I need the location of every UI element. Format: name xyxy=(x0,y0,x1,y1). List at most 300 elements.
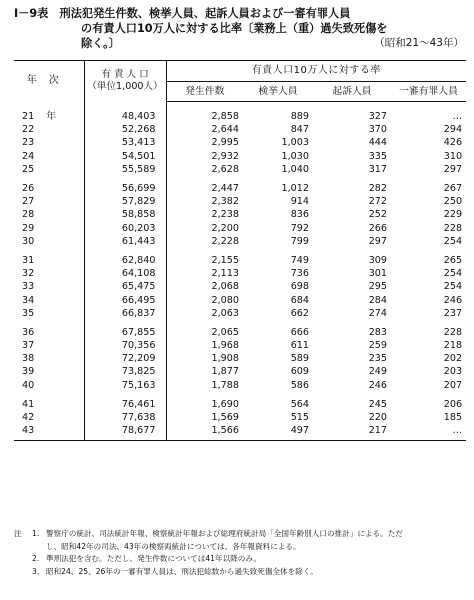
population-cell-value: 78,677 xyxy=(121,425,156,437)
occurrences-cell-value: 2,113 xyxy=(211,268,239,280)
population-cell xyxy=(84,208,166,221)
population-cell-value: 60,203 xyxy=(121,222,156,234)
year-cell-value: 25 xyxy=(22,163,35,175)
occurrences-cell-value: 2,858 xyxy=(211,111,239,123)
arrests-cell xyxy=(243,102,313,124)
prosecutions-cell xyxy=(313,339,391,352)
occurrences-cell xyxy=(166,365,243,378)
population-cell xyxy=(84,379,166,392)
convictions-cell xyxy=(391,280,466,293)
arrests-cell-value: 836 xyxy=(290,209,309,221)
table-row xyxy=(14,379,466,392)
population-cell-value: 58,858 xyxy=(121,209,156,221)
occurrences-cell-value: 2,063 xyxy=(211,307,239,319)
year-cell xyxy=(14,123,84,136)
title-line-1: Ⅰ－9表 刑法犯発生件数、検挙人員、起訴人員および一審有罪人員 xyxy=(14,7,351,20)
table-row xyxy=(14,424,466,441)
prosecutions-cell xyxy=(313,222,391,235)
notes-label: 注 xyxy=(14,529,22,538)
table-row xyxy=(14,176,466,195)
population-cell-value: 66,495 xyxy=(121,294,156,306)
note-text: 準刑法犯を含む。ただし、発生件数については41年以降のみ。 xyxy=(46,554,261,563)
arrests-cell-value: 749 xyxy=(290,254,309,266)
statistics-table xyxy=(14,60,466,441)
population-cell-value: 61,443 xyxy=(121,235,156,247)
convictions-cell-value: 185 xyxy=(443,412,463,424)
prosecutions-cell-value: 370 xyxy=(368,124,387,136)
convictions-cell-value: 203 xyxy=(443,366,463,378)
occurrences-cell-value: 1,877 xyxy=(211,366,239,378)
occurrences-cell xyxy=(166,176,243,195)
arrests-cell xyxy=(243,235,313,248)
occurrences-cell xyxy=(166,150,243,163)
arrests-cell-value: 564 xyxy=(290,398,309,410)
table-row xyxy=(14,248,466,267)
occurrences-cell-value: 2,628 xyxy=(211,163,239,175)
occurrences-cell xyxy=(166,208,243,221)
prosecutions-cell-value: 266 xyxy=(368,222,387,234)
convictions-cell xyxy=(391,267,466,280)
prosecutions-cell xyxy=(313,123,391,136)
header-prosecutions: 起訴人員 xyxy=(313,82,391,102)
population-cell xyxy=(84,176,166,195)
prosecutions-cell xyxy=(313,102,391,124)
table-row xyxy=(14,280,466,293)
note-text: 警察庁の統計、司法統計年報、検察統計年報および総理府統計局「全国年齢別人口の推計」による。ただ xyxy=(46,529,403,538)
population-cell xyxy=(84,235,166,248)
convictions-cell-value: 237 xyxy=(443,307,463,319)
population-cell xyxy=(84,195,166,208)
year-cell xyxy=(14,379,84,392)
year-cell xyxy=(14,195,84,208)
prosecutions-cell-value: 301 xyxy=(368,268,387,280)
convictions-cell xyxy=(391,235,466,248)
arrests-cell-value: 799 xyxy=(290,235,309,247)
year-cell xyxy=(14,424,84,441)
table-row xyxy=(14,195,466,208)
year-cell xyxy=(14,293,84,306)
year-cell xyxy=(14,208,84,221)
arrests-cell xyxy=(243,150,313,163)
occurrences-cell-value: 1,788 xyxy=(211,379,239,391)
convictions-cell xyxy=(391,248,466,267)
arrests-cell xyxy=(243,222,313,235)
occurrences-cell xyxy=(166,307,243,320)
population-cell xyxy=(84,365,166,378)
occurrences-cell xyxy=(166,235,243,248)
convictions-cell xyxy=(391,222,466,235)
occurrences-cell-value: 1,908 xyxy=(211,353,239,365)
population-cell-value: 48,403 xyxy=(121,110,156,122)
convictions-cell-value: 206 xyxy=(443,398,463,410)
population-cell xyxy=(84,222,166,235)
occurrences-cell-value: 1,569 xyxy=(211,412,239,424)
note-text: し、昭和42年の司法、43年の検察両統計については、各年報資料による。 xyxy=(46,541,301,551)
population-cell-value: 57,829 xyxy=(121,196,156,208)
population-cell xyxy=(84,150,166,163)
table-title xyxy=(14,6,466,51)
year-cell xyxy=(14,150,84,163)
year-cell xyxy=(14,411,84,424)
convictions-cell-value: 207 xyxy=(443,379,463,391)
population-cell-value: 70,356 xyxy=(121,340,156,352)
occurrences-cell-value: 2,238 xyxy=(211,209,239,221)
table-row xyxy=(14,307,466,320)
convictions-cell-value: 218 xyxy=(443,340,463,352)
header-convictions: 一審有罪人員 xyxy=(391,82,466,102)
table-row xyxy=(14,163,466,176)
arrests-cell xyxy=(243,339,313,352)
year-cell xyxy=(14,102,84,124)
note-number: 1. xyxy=(32,529,40,538)
population-cell xyxy=(84,280,166,293)
prosecutions-cell-value: 444 xyxy=(368,137,387,149)
convictions-cell-value: 254 xyxy=(443,268,463,280)
year-cell-value: 43 xyxy=(22,425,35,437)
population-cell-value: 55,589 xyxy=(121,163,156,175)
table-row xyxy=(14,392,466,411)
year-cell xyxy=(14,339,84,352)
table-row xyxy=(14,293,466,306)
prosecutions-cell xyxy=(313,293,391,306)
table-row xyxy=(14,102,466,124)
year-cell-value: 36 xyxy=(22,326,35,338)
year-cell-value: 29 xyxy=(22,222,35,234)
population-cell xyxy=(84,163,166,176)
occurrences-cell xyxy=(166,379,243,392)
table-row xyxy=(14,352,466,365)
occurrences-cell-value: 2,080 xyxy=(211,294,239,306)
prosecutions-cell xyxy=(313,195,391,208)
population-cell-value: 53,413 xyxy=(121,137,156,149)
occurrences-cell xyxy=(166,280,243,293)
convictions-cell xyxy=(391,379,466,392)
arrests-cell-value: 914 xyxy=(290,196,309,208)
occurrences-cell xyxy=(166,392,243,411)
convictions-cell xyxy=(391,352,466,365)
occurrences-cell xyxy=(166,248,243,267)
arrests-cell-value: 1,030 xyxy=(281,150,309,162)
year-cell-value: 42 xyxy=(22,412,35,424)
convictions-cell xyxy=(391,163,466,176)
convictions-cell-value: 246 xyxy=(443,294,463,306)
arrests-cell xyxy=(243,424,313,441)
convictions-cell-value: 310 xyxy=(443,150,463,162)
convictions-cell xyxy=(391,411,466,424)
convictions-cell xyxy=(391,102,466,124)
convictions-cell-value: 228 xyxy=(443,222,463,234)
arrests-cell xyxy=(243,123,313,136)
population-cell-value: 62,840 xyxy=(121,254,156,266)
prosecutions-cell xyxy=(313,411,391,424)
table-row xyxy=(14,267,466,280)
year-cell-value: 27 xyxy=(22,196,35,208)
prosecutions-cell-value: 284 xyxy=(368,294,387,306)
table-row xyxy=(14,411,466,424)
arrests-cell-value: 792 xyxy=(290,222,309,234)
year-cell-value: 34 xyxy=(22,294,35,306)
header-population-unit: （単位1,000人） xyxy=(87,81,163,93)
table-row xyxy=(14,339,466,352)
arrests-cell-value: 515 xyxy=(290,412,309,424)
year-cell-value: 41 xyxy=(22,398,35,410)
table-row xyxy=(14,320,466,339)
arrests-cell-value: 1,012 xyxy=(281,183,309,195)
occurrences-cell xyxy=(166,411,243,424)
year-cell-value: 32 xyxy=(22,268,35,280)
convictions-cell xyxy=(391,136,466,149)
population-cell-value: 64,108 xyxy=(121,268,156,280)
arrests-cell-value: 589 xyxy=(290,353,309,365)
convictions-cell xyxy=(391,208,466,221)
population-cell-value: 54,501 xyxy=(121,150,156,162)
arrests-cell xyxy=(243,307,313,320)
table-row xyxy=(14,208,466,221)
year-cell-value: 40 xyxy=(22,379,35,391)
convictions-cell-value: 254 xyxy=(443,235,463,247)
occurrences-cell-value: 2,644 xyxy=(211,124,239,136)
prosecutions-cell-value: 217 xyxy=(368,425,387,437)
convictions-cell-value: 265 xyxy=(443,254,463,266)
arrests-cell xyxy=(243,280,313,293)
prosecutions-cell-value: 295 xyxy=(368,281,387,293)
population-cell-value: 56,699 xyxy=(121,183,156,195)
prosecutions-cell-value: 297 xyxy=(368,235,387,247)
notes xyxy=(14,528,466,578)
prosecutions-cell-value: 335 xyxy=(368,150,387,162)
prosecutions-cell xyxy=(313,235,391,248)
header-population-label: 有 責 人 口 xyxy=(101,69,149,81)
occurrences-cell-value: 2,228 xyxy=(211,235,239,247)
header-year: 年次 xyxy=(14,61,84,102)
prosecutions-cell xyxy=(313,176,391,195)
arrests-cell xyxy=(243,267,313,280)
prosecutions-cell-value: 246 xyxy=(368,379,387,391)
year-cell-value: 39 xyxy=(22,366,35,378)
prosecutions-cell-value: 249 xyxy=(368,366,387,378)
year-cell-value: 31 xyxy=(22,254,35,266)
prosecutions-cell xyxy=(313,267,391,280)
arrests-cell-value: 736 xyxy=(290,268,309,280)
population-cell xyxy=(84,392,166,411)
occurrences-cell-value: 1,690 xyxy=(211,398,239,410)
prosecutions-cell-value: 259 xyxy=(368,340,387,352)
note-text: 昭和24、25、26年の一審有罪人員は、刑法犯総数から過失致死傷全体を除く。 xyxy=(46,566,318,576)
population-cell xyxy=(84,267,166,280)
convictions-cell-value: 267 xyxy=(443,183,463,195)
year-cell xyxy=(14,163,84,176)
arrests-cell xyxy=(243,365,313,378)
prosecutions-cell xyxy=(313,136,391,149)
occurrences-cell-value: 2,065 xyxy=(211,326,239,338)
prosecutions-cell-value: 317 xyxy=(368,163,387,175)
occurrences-cell xyxy=(166,293,243,306)
population-cell xyxy=(84,102,166,124)
population-cell xyxy=(84,136,166,149)
population-cell-value: 75,163 xyxy=(121,379,156,391)
population-cell xyxy=(84,307,166,320)
population-cell xyxy=(84,352,166,365)
occurrences-cell xyxy=(166,424,243,441)
arrests-cell-value: 609 xyxy=(290,366,309,378)
title-line-3: 除く。〕 xyxy=(81,37,120,50)
year-cell xyxy=(14,320,84,339)
arrests-cell-value: 684 xyxy=(290,294,309,306)
occurrences-cell-value: 1,968 xyxy=(211,340,239,352)
arrests-cell xyxy=(243,208,313,221)
population-cell-value: 65,475 xyxy=(121,281,156,293)
convictions-cell-value: 250 xyxy=(443,196,463,208)
year-cell xyxy=(14,136,84,149)
prosecutions-cell xyxy=(313,320,391,339)
header-rate-group: 有責人口10万人に対する率 xyxy=(166,61,466,82)
prosecutions-cell-value: 252 xyxy=(368,209,387,221)
prosecutions-cell xyxy=(313,392,391,411)
occurrences-cell-value: 2,068 xyxy=(211,281,239,293)
prosecutions-cell xyxy=(313,150,391,163)
year-cell-value: 22 xyxy=(22,124,35,136)
convictions-cell xyxy=(391,123,466,136)
prosecutions-cell-value: 235 xyxy=(368,353,387,365)
note-item xyxy=(14,528,466,541)
arrests-cell xyxy=(243,352,313,365)
year-cell-value: 33 xyxy=(22,281,35,293)
arrests-cell xyxy=(243,379,313,392)
table-row xyxy=(14,123,466,136)
convictions-cell-value: … xyxy=(452,111,463,123)
arrests-cell-value: 847 xyxy=(290,124,309,136)
population-cell-value: 67,855 xyxy=(121,326,156,338)
population-cell xyxy=(84,411,166,424)
note-item xyxy=(14,541,466,554)
convictions-cell xyxy=(391,320,466,339)
arrests-cell-value: 889 xyxy=(290,111,309,123)
convictions-cell xyxy=(391,339,466,352)
arrests-cell-value: 586 xyxy=(290,379,309,391)
year-cell-value: 37 xyxy=(22,340,35,352)
convictions-cell xyxy=(391,150,466,163)
convictions-cell-value: … xyxy=(452,425,463,437)
prosecutions-cell xyxy=(313,248,391,267)
occurrences-cell xyxy=(166,222,243,235)
occurrences-cell xyxy=(166,102,243,124)
year-cell-value: 21 xyxy=(22,110,35,122)
arrests-cell xyxy=(243,392,313,411)
prosecutions-cell xyxy=(313,208,391,221)
convictions-cell xyxy=(391,424,466,441)
arrests-cell-value: 666 xyxy=(290,326,309,338)
year-cell-value: 30 xyxy=(22,235,35,247)
table-row xyxy=(14,365,466,378)
population-cell xyxy=(84,339,166,352)
convictions-cell-value: 229 xyxy=(443,209,463,221)
year-cell-value: 28 xyxy=(22,209,35,221)
occurrences-cell xyxy=(166,163,243,176)
year-cell xyxy=(14,392,84,411)
year-cell xyxy=(14,176,84,195)
arrests-cell-value: 698 xyxy=(290,281,309,293)
occurrences-cell xyxy=(166,136,243,149)
convictions-cell xyxy=(391,293,466,306)
population-cell-value: 52,268 xyxy=(121,124,156,136)
year-cell xyxy=(14,222,84,235)
table-row xyxy=(14,136,466,149)
year-cell xyxy=(14,307,84,320)
year-cell-value: 38 xyxy=(22,353,35,365)
arrests-cell xyxy=(243,136,313,149)
population-cell xyxy=(84,123,166,136)
occurrences-cell xyxy=(166,320,243,339)
header-population xyxy=(84,61,166,102)
convictions-cell-value: 294 xyxy=(443,124,463,136)
prosecutions-cell xyxy=(313,424,391,441)
population-cell xyxy=(84,293,166,306)
convictions-cell-value: 202 xyxy=(443,353,463,365)
prosecutions-cell-value: 245 xyxy=(368,398,387,410)
arrests-cell xyxy=(243,293,313,306)
convictions-cell xyxy=(391,195,466,208)
population-cell xyxy=(84,248,166,267)
note-number: 3. xyxy=(32,566,40,576)
convictions-cell-value: 426 xyxy=(443,137,463,149)
arrests-cell xyxy=(243,248,313,267)
arrests-cell-value: 662 xyxy=(290,307,309,319)
convictions-cell-value: 228 xyxy=(443,326,463,338)
table-row xyxy=(14,235,466,248)
occurrences-cell xyxy=(166,267,243,280)
population-cell-value: 72,209 xyxy=(121,353,156,365)
year-cell xyxy=(14,280,84,293)
occurrences-cell xyxy=(166,352,243,365)
arrests-cell xyxy=(243,163,313,176)
prosecutions-cell-value: 220 xyxy=(368,412,387,424)
occurrences-cell xyxy=(166,339,243,352)
year-cell xyxy=(14,248,84,267)
arrests-cell-value: 611 xyxy=(290,340,309,352)
convictions-cell xyxy=(391,307,466,320)
year-cell xyxy=(14,235,84,248)
year-cell-value: 23 xyxy=(22,137,35,149)
arrests-cell xyxy=(243,195,313,208)
prosecutions-cell xyxy=(313,379,391,392)
population-cell-value: 76,461 xyxy=(121,398,156,410)
note-item xyxy=(14,566,466,579)
prosecutions-cell-value: 282 xyxy=(368,183,387,195)
prosecutions-cell xyxy=(313,365,391,378)
year-cell xyxy=(14,267,84,280)
occurrences-cell xyxy=(166,123,243,136)
arrests-cell-value: 497 xyxy=(290,425,309,437)
year-cell-value: 26 xyxy=(22,183,35,195)
prosecutions-cell-value: 283 xyxy=(368,326,387,338)
arrests-cell xyxy=(243,176,313,195)
title-line-2: の有責人口10万人に対する比率〔業務上（重）過失致死傷を xyxy=(81,22,388,35)
header-arrests: 検挙人員 xyxy=(243,82,313,102)
prosecutions-cell-value: 309 xyxy=(368,254,387,266)
header-occurrences: 発生件数 xyxy=(166,82,243,102)
occurrences-cell-value: 2,447 xyxy=(211,183,239,195)
occurrences-cell xyxy=(166,195,243,208)
convictions-cell-value: 254 xyxy=(443,281,463,293)
occurrences-cell-value: 2,995 xyxy=(211,137,239,149)
arrests-cell-value: 1,040 xyxy=(281,163,309,175)
note-item xyxy=(14,553,466,566)
convictions-cell xyxy=(391,176,466,195)
population-cell-value: 73,825 xyxy=(121,366,156,378)
convictions-cell xyxy=(391,392,466,411)
year-cell-value: 24 xyxy=(22,150,35,162)
occurrences-cell-value: 2,200 xyxy=(211,222,239,234)
